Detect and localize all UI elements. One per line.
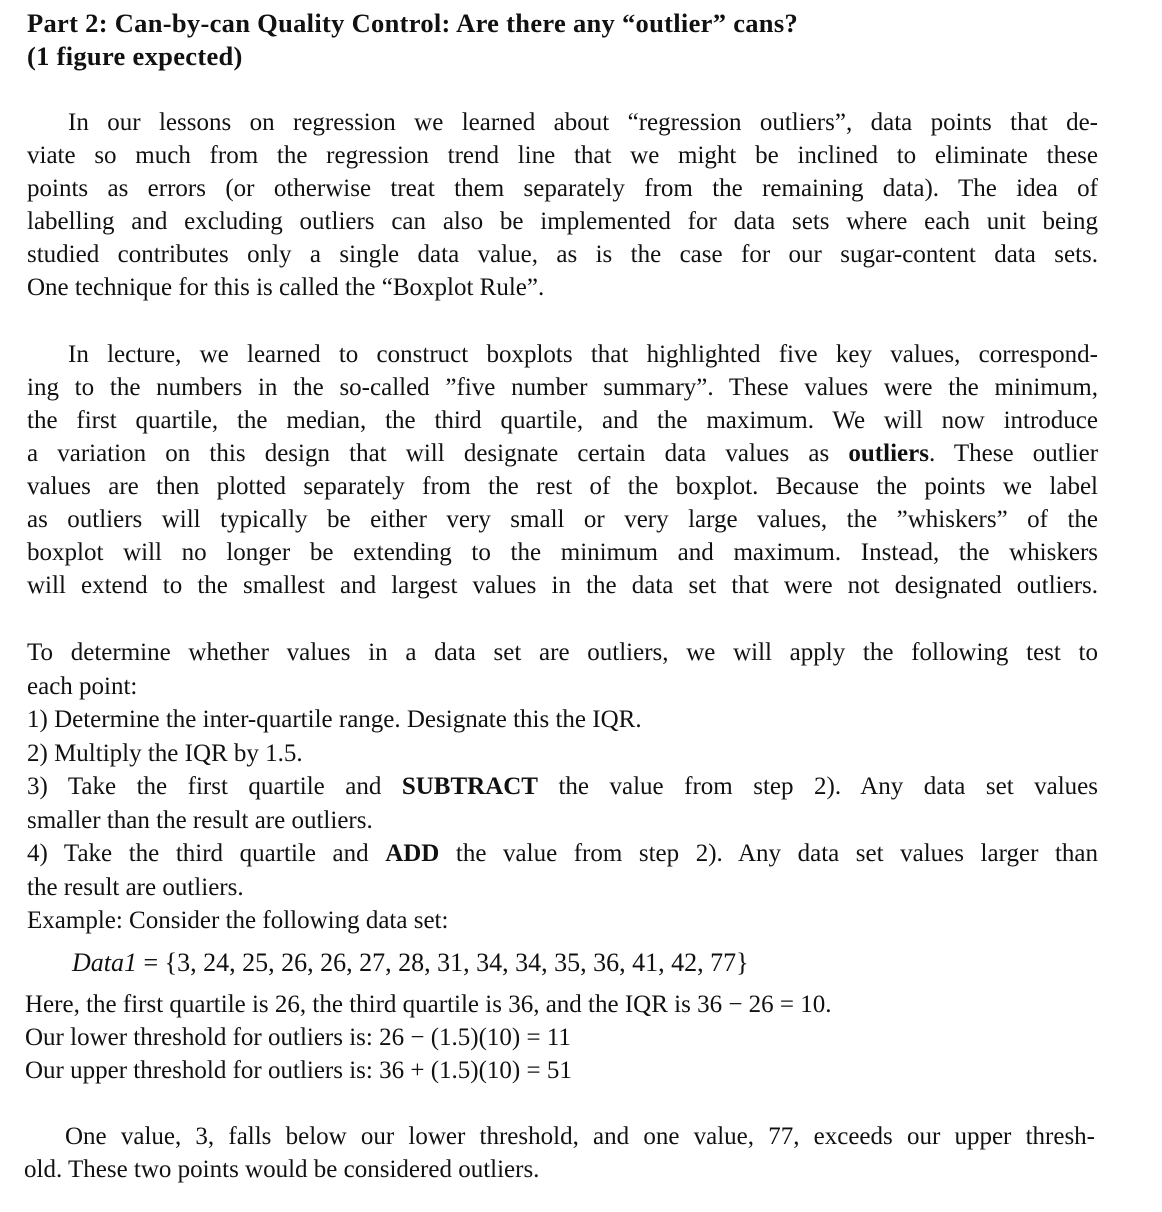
text: the value from step 2). Any data set values larger than <box>455 840 1098 867</box>
text-line: points as errors (or otherwise treat them separately from the remaining data). The idea of <box>27 175 1098 202</box>
paragraph-regression-outliers <box>27 106 1098 304</box>
text-line: the first quartile, the median, the third quartile, and the maximum. We will now introduce <box>27 407 1098 434</box>
text-line: In lecture, we learned to construct boxplots that highlighted five key values, correspond- <box>68 341 1098 368</box>
text: 4) Take the third quartile and <box>27 840 369 867</box>
text-line: Our lower threshold for outliers is: 26 − (1.5)(10) = 11 <box>25 1024 571 1051</box>
text-line <box>27 437 1098 470</box>
text-line: Here, the first quartile is 26, the third quartile is 36, and the IQR is 36 − 26 = 10. <box>25 991 832 1018</box>
text-line: values are then plotted separately from the rest of the boxplot. Because the points we label <box>27 473 1098 500</box>
text-line: Our upper threshold for outliers is: 36 + (1.5)(10) = 51 <box>25 1057 572 1084</box>
math-data-set <box>72 946 1143 979</box>
text-line: boxplot will no longer be extending to the minimum and maximum. Instead, the whiskers <box>27 539 1098 566</box>
text-line: One value, 3, falls below our lower threshold, and one value, 77, exceeds our upper thresh- <box>65 1123 1095 1150</box>
text-line: studied contributes only a single data value, as is the case for our sugar-content data sets. <box>27 241 1098 268</box>
text: the value from step 2). Any data set values <box>558 773 1098 800</box>
text-line: viate so much from the regression trend line that we might be inclined to eliminate these <box>27 142 1098 169</box>
section-heading <box>27 7 1098 73</box>
variable-name: Data1 <box>72 948 137 977</box>
text-line: ing to the numbers in the so-called ”five number summary”. These values were the minimum, <box>27 374 1098 401</box>
paragraph-outlier-test <box>27 636 1098 938</box>
step-4 <box>27 837 1098 871</box>
step-2: 2) Multiply the IQR by 1.5. <box>27 739 303 767</box>
threshold-calculation <box>25 988 1096 1087</box>
text-line: To determine whether values in a data set are outliers, we will apply the following test to <box>27 639 1098 666</box>
text-line: One technique for this is called the “Boxplot Rule”. <box>27 274 545 301</box>
heading-line-1: Part 2: Can-by-can Quality Control: Are there any “outlier” cans? <box>27 8 799 38</box>
paragraph-conclusion <box>24 1120 1095 1186</box>
step-3 <box>27 770 1098 804</box>
step-1: 1) Determine the inter-quartile range. Designate this the IQR. <box>27 706 642 733</box>
text-line: labelling and excluding outliers can also be implemented for data sets where each unit being <box>27 208 1098 235</box>
text: . These outlier <box>928 440 1098 467</box>
text: a variation on this design that will designate certain data values as <box>27 440 830 467</box>
text: 3) Take the first quartile and <box>27 773 382 800</box>
text-line: each point: <box>27 672 138 700</box>
text-line: as outliers will typically be either very small or very large values, the ”whiskers” of the <box>27 506 1098 533</box>
paragraph-boxplots <box>27 338 1098 602</box>
bold-term-add: ADD <box>385 840 440 867</box>
text-line: In our lessons on regression we learned about “regression outliers”, data points that de- <box>68 109 1098 136</box>
text-line: old. These two points would be considered outliers. <box>24 1156 540 1183</box>
bold-term-subtract: SUBTRACT <box>401 773 538 800</box>
equation <box>72 946 1143 979</box>
text-line: smaller than the result are outliers. <box>27 806 373 834</box>
text-line: the result are outliers. <box>27 873 244 901</box>
example-intro: Example: Consider the following data set: <box>27 907 449 934</box>
bold-term-outliers: outliers <box>848 440 929 467</box>
text-line: will extend to the smallest and largest values in the data set that were not designated outliers. <box>27 572 1098 599</box>
set-values: = {3, 24, 25, 26, 26, 27, 28, 31, 34, 34, 35, 36, 41, 42, 77} <box>137 948 749 977</box>
heading-line-2: (1 figure expected) <box>27 41 243 71</box>
